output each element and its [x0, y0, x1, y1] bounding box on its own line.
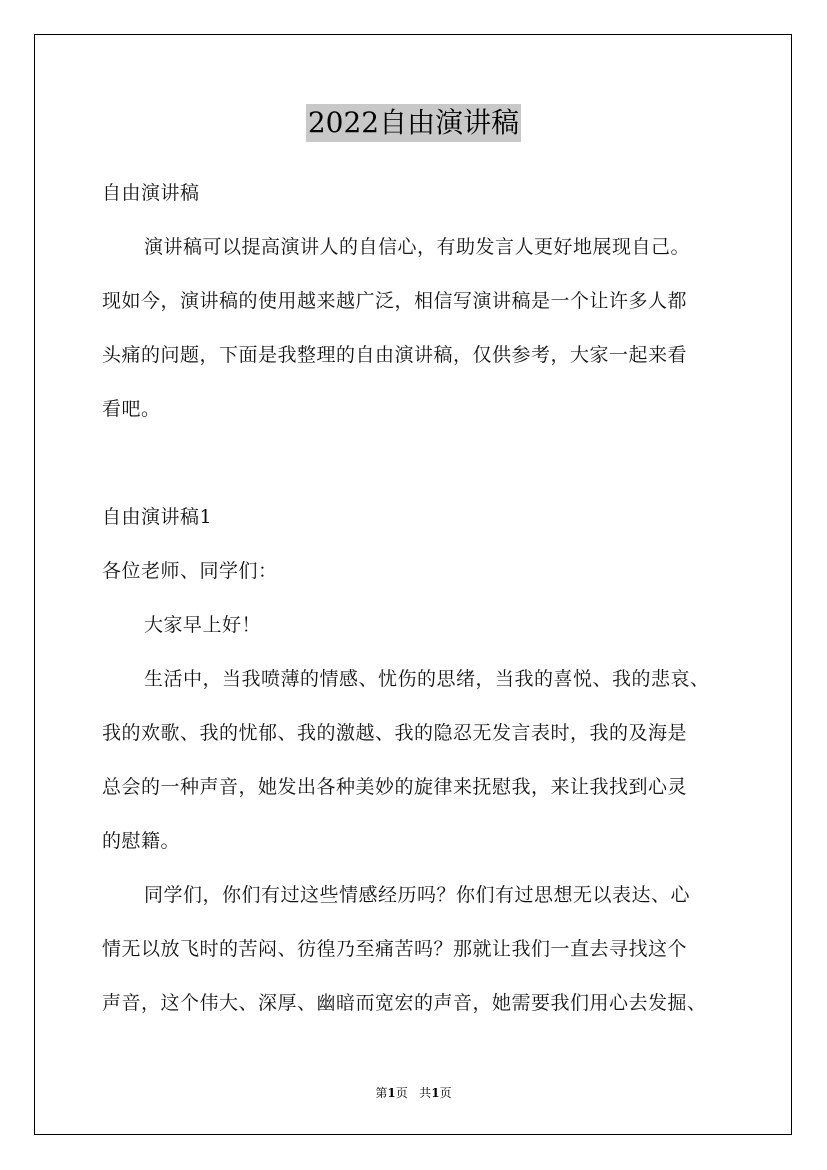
- page-prefix: 第: [375, 1086, 388, 1100]
- total-prefix: 共: [419, 1086, 432, 1100]
- paragraph-line: 同学们，你们有过这些情感经历吗？你们有过思想无以表达、心: [144, 884, 691, 906]
- salutation: 各位老师、同学们：: [102, 560, 278, 582]
- greeting: 大家早上好！: [144, 614, 262, 636]
- paragraph-line: 看吧。: [102, 398, 161, 420]
- section-heading: 自由演讲稿: [102, 182, 200, 204]
- total-pages: 1: [431, 1086, 440, 1100]
- total-suffix: 页: [439, 1086, 452, 1100]
- paragraph-line: 总会的一种声音，她发出各种美妙的旋律来抚慰我，来让我找到心灵: [102, 776, 688, 798]
- page-suffix: 页: [395, 1086, 408, 1100]
- page-footer: [0, 1084, 827, 1102]
- paragraph-line: 生活中，当我喷薄的情感、忧伤的思绪，当我的喜悦、我的悲哀、: [144, 668, 710, 690]
- title-container: [0, 104, 827, 142]
- document-title: 2022自由演讲稿: [306, 104, 521, 142]
- document-body: [102, 166, 732, 1030]
- paragraph-line: 声音，这个伟大、深厚、幽暗而宽宏的声音，她需要我们用心去发掘、: [102, 992, 707, 1014]
- paragraph-line: 我的欢歌、我的忧郁、我的激越、我的隐忍无发言表时，我的及海是: [102, 722, 688, 744]
- spacer: [102, 436, 732, 490]
- paragraph-line: 情无以放飞时的苦闷、彷徨乃至痛苦吗？那就让我们一直去寻找这个: [102, 938, 688, 960]
- page-number: 1: [387, 1086, 396, 1100]
- paragraph-line: 头痛的问题，下面是我整理的自由演讲稿，仅供参考，大家一起来看: [102, 344, 688, 366]
- paragraph-line: 现如今，演讲稿的使用越来越广泛，相信写演讲稿是一个让许多人都: [102, 290, 688, 312]
- section-heading: 自由演讲稿1: [102, 506, 213, 528]
- paragraph-line: 的慰籍。: [102, 830, 181, 852]
- paragraph-line: 演讲稿可以提高演讲人的自信心，有助发言人更好地展现自己。: [144, 236, 691, 258]
